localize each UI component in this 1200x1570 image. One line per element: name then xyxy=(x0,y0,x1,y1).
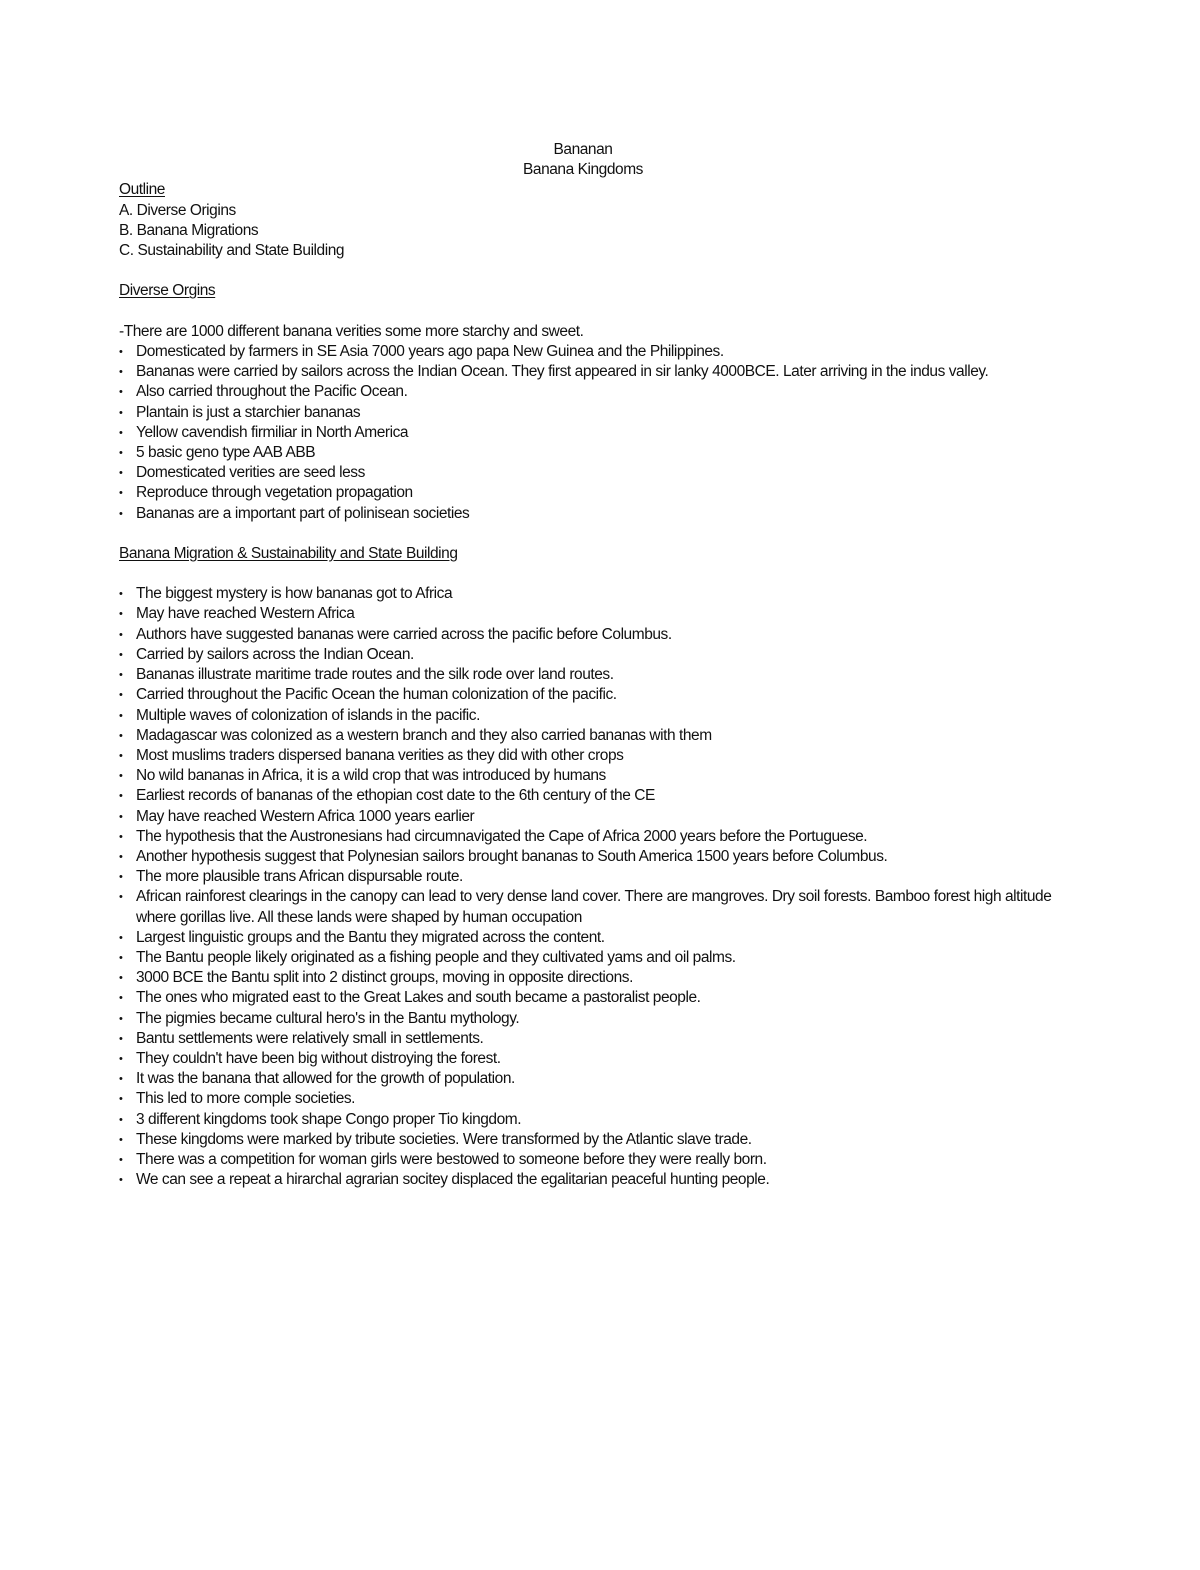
bullet-item xyxy=(119,807,1079,827)
bullet-item xyxy=(119,483,1079,503)
bullet-icon: • xyxy=(119,426,123,439)
bullet-item xyxy=(119,1110,1079,1130)
bullet-item xyxy=(119,948,1079,968)
bullet-icon: • xyxy=(119,992,123,1005)
bullet-item xyxy=(119,847,1079,867)
bullet-text: Also carried throughout the Pacific Ocean. xyxy=(136,383,408,401)
bullet-text: Largest linguistic groups and the Bantu they migrated across the content. xyxy=(136,928,605,946)
bullet-item xyxy=(119,362,1079,382)
bullet-text: This led to more comple societies. xyxy=(136,1090,356,1108)
bullet-item xyxy=(119,766,1079,786)
bullet-icon: • xyxy=(119,810,123,823)
outline-item: A. Diverse Origins xyxy=(119,201,236,219)
bullet-item xyxy=(119,504,1079,524)
bullet-icon: • xyxy=(119,386,123,399)
bullet-text: Domesticated verities are seed less xyxy=(136,464,365,482)
bullet-icon: • xyxy=(119,850,123,863)
document-body xyxy=(119,140,1079,1190)
bullet-item xyxy=(119,1069,1079,1089)
bullet-text: Bananas are a important part of polinisean societies xyxy=(136,504,470,522)
bullet-text: The pigmies became cultural hero's in the Bantu mythology. xyxy=(136,1009,520,1027)
bullet-text: Madagascar was colonized as a western branch and they also carried bananas with them xyxy=(136,726,712,744)
bullet-item xyxy=(119,625,1079,645)
bullet-text: May have reached Western Africa xyxy=(136,605,355,623)
bullet-icon: • xyxy=(119,1012,123,1025)
outline-heading: Outline xyxy=(119,181,165,199)
bullet-item xyxy=(119,1170,1079,1190)
document-title: Bananan xyxy=(553,141,613,158)
bullet-icon: • xyxy=(119,345,123,358)
bullet-text: It was the banana that allowed for the growth of population. xyxy=(136,1070,515,1088)
bullet-icon: • xyxy=(119,628,123,641)
bullet-item xyxy=(119,604,1079,624)
bullet-text: African rainforest clearings in the canopy can lead to very dense land cover. There are mangroves. Dry soil forests. Bamboo forest high altitude where gorillas live. All these lands were shaped by human occupation xyxy=(136,888,1052,926)
outline-item: B. Banana Migrations xyxy=(119,221,259,239)
bullet-icon: • xyxy=(119,972,123,985)
bullet-icon: • xyxy=(119,689,123,702)
bullet-item xyxy=(119,988,1079,1008)
section1-heading-line xyxy=(119,281,1079,301)
bullet-item xyxy=(119,645,1079,665)
section2-bullet-list xyxy=(119,584,1079,1190)
blank-line xyxy=(119,564,1079,584)
bullet-item xyxy=(119,786,1079,806)
section1-heading: Diverse Orgins xyxy=(119,282,216,300)
bullet-text: The hypothesis that the Austronesians had circumnavigated the Cape of Africa 2000 years before the Portuguese. xyxy=(136,827,868,845)
bullet-item xyxy=(119,584,1079,604)
bullet-icon: • xyxy=(119,709,123,722)
blank-line xyxy=(119,261,1079,281)
outline-item: C. Sustainability and State Building xyxy=(119,241,345,259)
bullet-item xyxy=(119,827,1079,847)
bullet-icon: • xyxy=(119,608,123,621)
bullet-item xyxy=(119,403,1079,423)
bullet-item xyxy=(119,706,1079,726)
bullet-icon: • xyxy=(119,1052,123,1065)
bullet-text: Carried throughout the Pacific Ocean the human colonization of the pacific. xyxy=(136,686,617,704)
bullet-text: Another hypothesis suggest that Polynesian sailors brought bananas to South America 1500 years before Columbus. xyxy=(136,847,888,865)
section2-heading: Banana Migration & Sustainability and State Building xyxy=(119,544,458,562)
bullet-icon: • xyxy=(119,931,123,944)
bullet-icon: • xyxy=(119,1174,123,1187)
bullet-icon: • xyxy=(119,446,123,459)
bullet-item xyxy=(119,665,1079,685)
bullet-item xyxy=(119,887,1079,927)
bullet-icon: • xyxy=(119,871,123,884)
bullet-text: They couldn't have been big without distroying the forest. xyxy=(136,1049,501,1067)
title-spacer xyxy=(119,140,1079,180)
bullet-text: Bananas illustrate maritime trade routes and the silk rode over land routes. xyxy=(136,666,614,684)
section1-intro: -There are 1000 different banana verities some more starchy and sweet. xyxy=(119,322,584,340)
bullet-item xyxy=(119,342,1079,362)
bullet-item xyxy=(119,1150,1079,1170)
bullet-item xyxy=(119,423,1079,443)
bullet-icon: • xyxy=(119,1093,123,1106)
bullet-icon: • xyxy=(119,770,123,783)
bullet-item xyxy=(119,867,1079,887)
bullet-icon: • xyxy=(119,1113,123,1126)
bullet-text: The more plausible trans African dispursable route. xyxy=(136,868,463,886)
bullet-item xyxy=(119,463,1079,483)
bullet-icon: • xyxy=(119,487,123,500)
bullet-icon: • xyxy=(119,467,123,480)
blank-line xyxy=(119,302,1079,322)
section1-bullet-list xyxy=(119,342,1079,524)
bullet-item xyxy=(119,746,1079,766)
bullet-item xyxy=(119,443,1079,463)
bullet-icon: • xyxy=(119,1073,123,1086)
bullet-text: 5 basic geno type AAB ABB xyxy=(136,443,316,461)
bullet-item xyxy=(119,968,1079,988)
bullet-icon: • xyxy=(119,729,123,742)
bullet-text: We can see a repeat a hirarchal agrarian socitey displaced the egalitarian peaceful hunting people. xyxy=(136,1171,770,1189)
bullet-item xyxy=(119,726,1079,746)
outline-heading-line xyxy=(119,180,1079,200)
bullet-item xyxy=(119,928,1079,948)
bullet-text: Domesticated by farmers in SE Asia 7000 years ago papa New Guinea and the Philippines. xyxy=(136,342,724,360)
bullet-item xyxy=(119,1089,1079,1109)
bullet-text: There was a competition for woman girls were bestowed to someone before they were really born. xyxy=(136,1150,767,1168)
bullet-icon: • xyxy=(119,1153,123,1166)
bullet-icon: • xyxy=(119,830,123,843)
bullet-text: Plantain is just a starchier bananas xyxy=(136,403,361,421)
bullet-item xyxy=(119,1049,1079,1069)
bullet-icon: • xyxy=(119,749,123,762)
bullet-text: The biggest mystery is how bananas got to Africa xyxy=(136,585,453,603)
bullet-item xyxy=(119,1009,1079,1029)
bullet-icon: • xyxy=(119,366,123,379)
bullet-text: 3000 BCE the Bantu split into 2 distinct groups, moving in opposite directions. xyxy=(136,969,633,987)
bullet-item xyxy=(119,1029,1079,1049)
bullet-text: Most muslims traders dispersed banana verities as they did with other crops xyxy=(136,746,624,764)
bullet-text: No wild bananas in Africa, it is a wild crop that was introduced by humans xyxy=(136,767,606,785)
bullet-text: Yellow cavendish firmiliar in North America xyxy=(136,423,409,441)
bullet-icon: • xyxy=(119,951,123,964)
bullet-icon: • xyxy=(119,406,123,419)
bullet-text: Multiple waves of colonization of islands in the pacific. xyxy=(136,706,480,724)
bullet-item xyxy=(119,382,1079,402)
bullet-icon: • xyxy=(119,1032,123,1045)
bullet-text: The Bantu people likely originated as a fishing people and they cultivated yams and oil palms. xyxy=(136,948,736,966)
bullet-text: 3 different kingdoms took shape Congo proper Tio kingdom. xyxy=(136,1110,522,1128)
bullet-text: Reproduce through vegetation propagation xyxy=(136,484,413,502)
bullet-text: Bantu settlements were relatively small in settlements. xyxy=(136,1029,484,1047)
bullet-text: Earliest records of bananas of the ethopian cost date to the 6th century of the CE xyxy=(136,787,655,805)
bullet-icon: • xyxy=(119,669,123,682)
bullet-icon: • xyxy=(119,1133,123,1146)
bullet-text: Carried by sailors across the Indian Ocean. xyxy=(136,645,414,663)
section2-heading-line xyxy=(119,544,1079,564)
bullet-icon: • xyxy=(119,507,123,520)
bullet-text: Authors have suggested bananas were carried across the pacific before Columbus. xyxy=(136,625,672,643)
bullet-item xyxy=(119,1130,1079,1150)
blank-line xyxy=(119,524,1079,544)
bullet-icon: • xyxy=(119,790,123,803)
bullet-item xyxy=(119,685,1079,705)
bullet-text: May have reached Western Africa 1000 years earlier xyxy=(136,807,475,825)
outline-list xyxy=(119,201,1079,262)
bullet-text: Bananas were carried by sailors across the Indian Ocean. They first appeared in sir lanky 4000BCE. Later arriving in the indus valley. xyxy=(136,363,989,381)
bullet-icon: • xyxy=(119,588,123,601)
document-subtitle: Banana Kingdoms xyxy=(523,161,643,179)
bullet-icon: • xyxy=(119,648,123,661)
bullet-text: These kingdoms were marked by tribute societies. Were transformed by the Atlantic slave trade. xyxy=(136,1130,752,1148)
bullet-icon: • xyxy=(119,891,123,904)
bullet-text: The ones who migrated east to the Great Lakes and south became a pastoralist people. xyxy=(136,989,701,1007)
